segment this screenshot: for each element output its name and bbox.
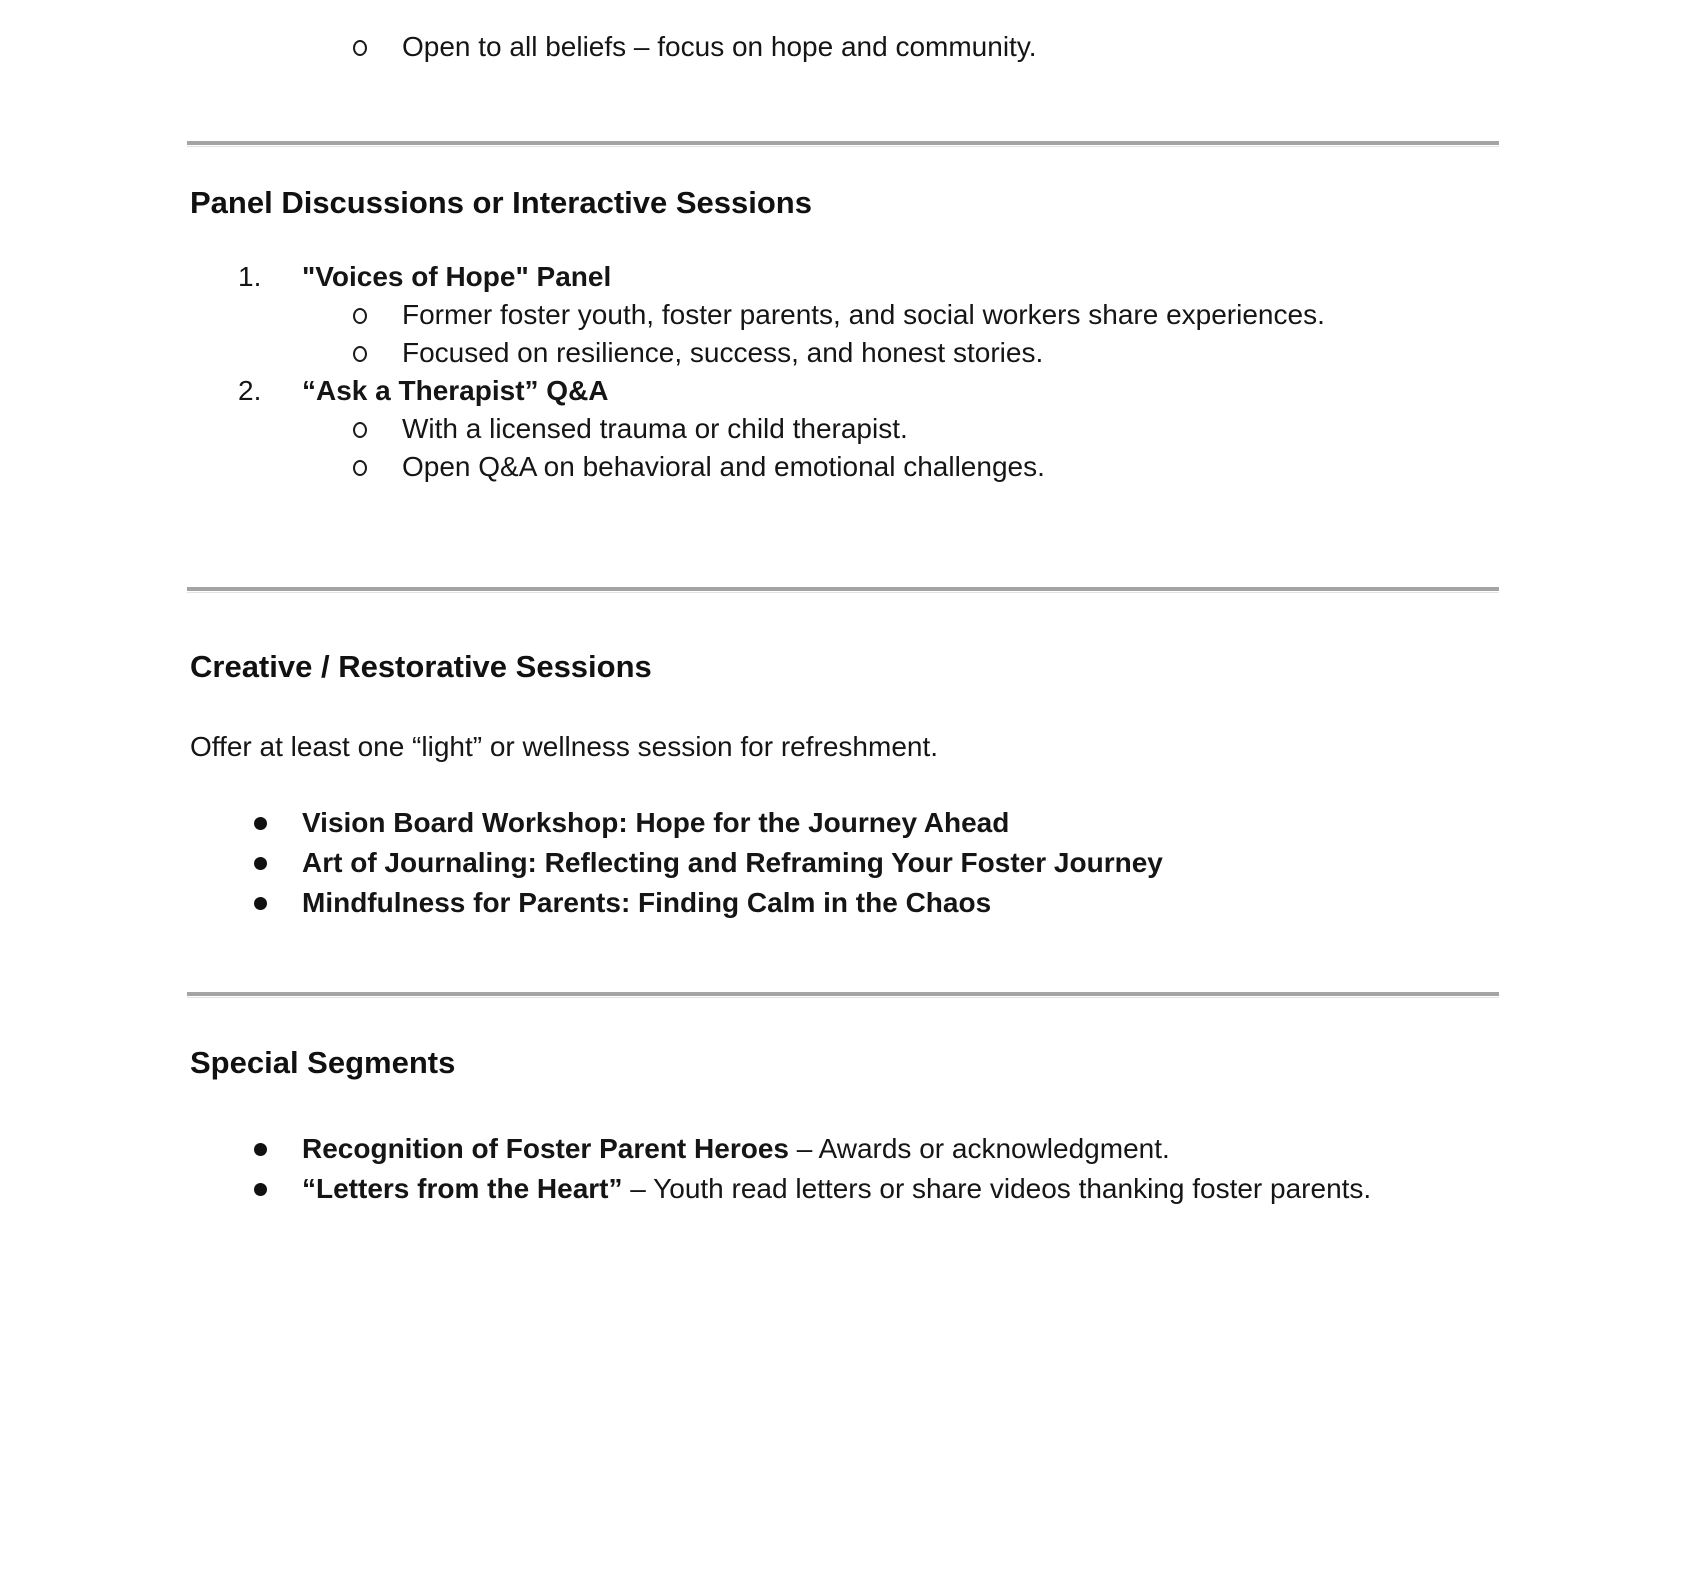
horizontal-divider	[187, 141, 1499, 145]
list-number: 2.	[238, 375, 262, 406]
sub-bullet-text: Focused on resilience, success, and honest stories.	[402, 337, 1044, 368]
numbered-item-title: “Ask a Therapist” Q&A	[302, 375, 609, 406]
section-heading-special-segments: Special Segments	[190, 1045, 456, 1080]
sub-bullet-text: Open to all beliefs – focus on hope and community.	[402, 31, 1037, 62]
bullet-item	[302, 843, 1700, 883]
sub-bullet-text: With a licensed trauma or child therapist.	[402, 413, 908, 444]
numbered-item-1	[238, 258, 1700, 296]
bullet-item	[302, 803, 1700, 843]
section-intro-paragraph: Offer at least one “light” or wellness session for refreshment.	[190, 731, 939, 762]
sub-bullet-text: Former foster youth, foster parents, and social workers share experiences.	[402, 299, 1325, 330]
filled-circle-bullet-icon	[254, 857, 267, 870]
bulleted-list	[0, 803, 1700, 923]
sub-bullet-item	[402, 28, 1700, 66]
filled-circle-bullet-icon	[254, 817, 267, 830]
sub-bullet-text: Open Q&A on behavioral and emotional challenges.	[402, 451, 1045, 482]
section-heading-panel-discussions: Panel Discussions or Interactive Sessions	[190, 185, 812, 220]
hollow-circle-bullet-icon	[353, 40, 367, 56]
hollow-circle-bullet-icon	[353, 308, 367, 324]
hollow-circle-bullet-icon	[353, 346, 367, 362]
section-heading-creative-restorative: Creative / Restorative Sessions	[190, 649, 652, 684]
hollow-circle-bullet-icon	[353, 460, 367, 476]
bullet-item	[302, 883, 1700, 923]
horizontal-divider	[187, 587, 1499, 591]
sub-bullet-item	[402, 296, 1700, 334]
bullet-item-text: – Youth read letters or share videos thanking foster parents.	[622, 1173, 1372, 1204]
bullet-item-bold-text: “Letters from the Heart”	[302, 1173, 623, 1204]
sub-bullet-item	[402, 410, 1700, 448]
sub-bullet-item	[402, 448, 1700, 486]
numbered-item-title: "Voices of Hope" Panel	[302, 261, 612, 292]
bullet-item-text: – Awards or acknowledgment.	[788, 1133, 1170, 1164]
numbered-list	[0, 258, 1700, 486]
filled-circle-bullet-icon	[254, 1143, 267, 1156]
sub-bullet-item	[402, 334, 1700, 372]
bullet-item-text: Vision Board Workshop: Hope for the Journey Ahead	[302, 807, 1010, 838]
filled-circle-bullet-icon	[254, 1183, 267, 1196]
bullet-item	[302, 1129, 1472, 1169]
bulleted-list	[0, 1129, 1700, 1209]
bullet-item-bold-text: Recognition of Foster Parent Heroes	[302, 1133, 789, 1164]
filled-circle-bullet-icon	[254, 897, 267, 910]
bullet-item-text: Mindfulness for Parents: Finding Calm in the Chaos	[302, 887, 992, 918]
numbered-item-2	[238, 372, 1700, 410]
bullet-item	[302, 1169, 1472, 1209]
horizontal-divider	[187, 992, 1499, 996]
hollow-circle-bullet-icon	[353, 422, 367, 438]
bullet-item-text: Art of Journaling: Reflecting and Reframing Your Foster Journey	[302, 847, 1163, 878]
list-number: 1.	[238, 261, 262, 292]
